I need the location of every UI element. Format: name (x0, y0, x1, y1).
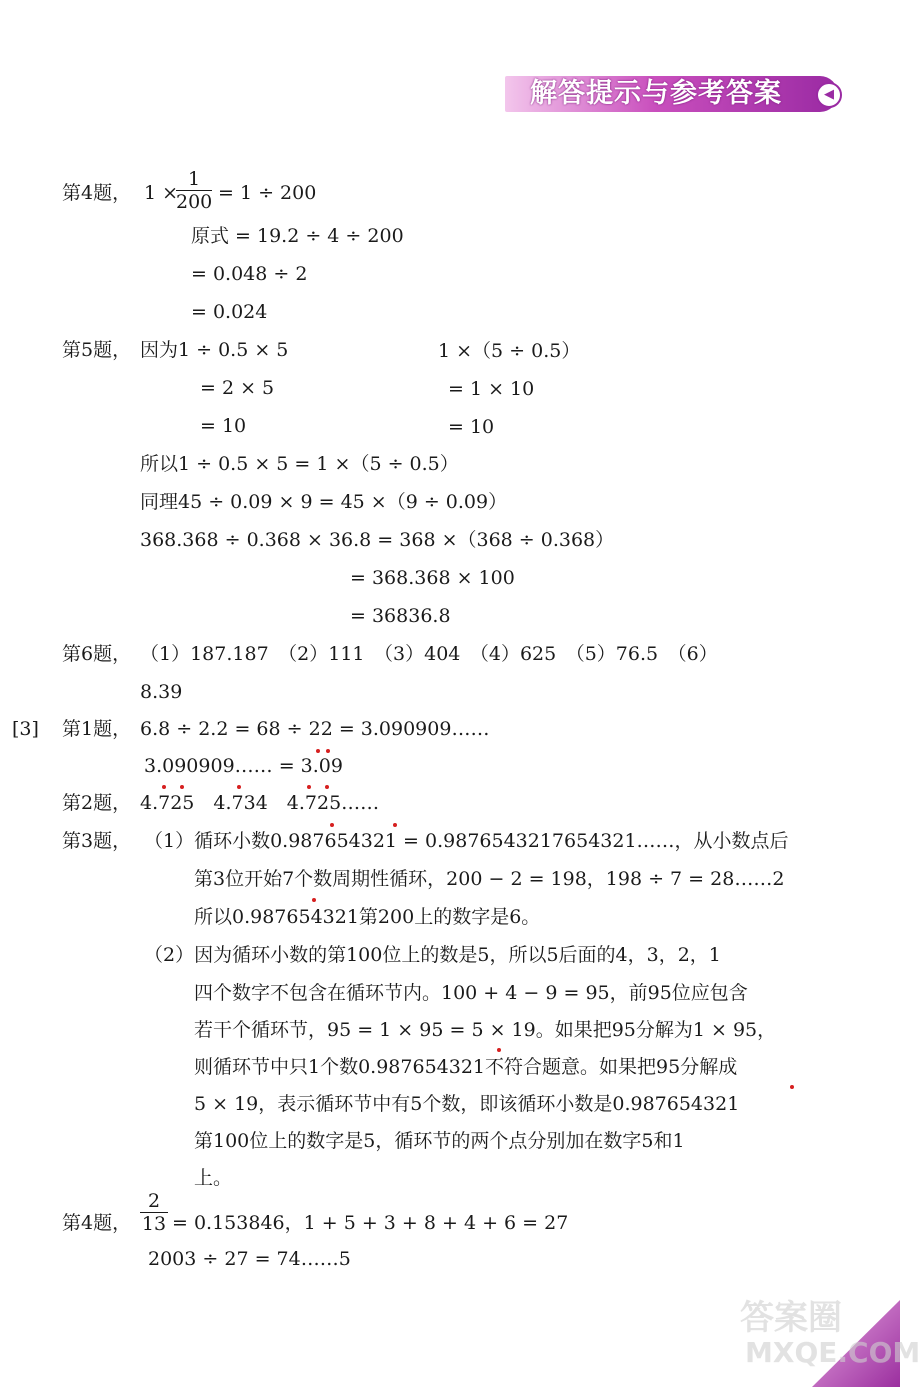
q4-lhs: 1 × (144, 182, 179, 204)
s3-q3-p2-line6: 第100位上的数字是5，循环节的两个点分别加在数字5和1 (194, 1130, 685, 1152)
s3-q4-line2: 2003 ÷ 27 = 74……5 (148, 1248, 351, 1270)
q6-answer-continued: 8.39 (140, 681, 183, 703)
repeating-dot (790, 1085, 794, 1089)
fraction-denominator: 13 (141, 1213, 167, 1235)
q4-line2: 原式 = 19.2 ÷ 4 ÷ 200 (191, 225, 404, 247)
q4-line4: = 0.024 (191, 301, 268, 323)
q5-equation-step: = 368.368 × 100 (350, 567, 515, 589)
q5-similarly: 同理45 ÷ 0.09 × 9 = 45 ×（9 ÷ 0.09） (140, 491, 508, 513)
s3-q3-p1-line1: （1）循环小数0.987654321 = 0.9876543217654321……，从小数点后 (144, 830, 789, 852)
repeating-dot (162, 785, 166, 789)
s3-q3-label: 第3题， (62, 830, 132, 852)
fraction-denominator: 200 (176, 191, 213, 213)
q4-line3: = 0.048 ÷ 2 (191, 263, 308, 285)
s3-q3-p2-line7: 上。 (194, 1167, 233, 1189)
q5-col1-line2: = 2 × 5 (200, 377, 275, 399)
s3-q3-p1-line3: 所以0.987654321第200上的数字是6。 (194, 906, 541, 928)
watermark-logo-text: 答案圈 (740, 1298, 842, 1338)
repeating-dot (325, 785, 329, 789)
repeating-dot (307, 785, 311, 789)
s3-q3-p2-line3: 若干个循环节，95 = 1 × 95 = 5 × 19。如果把95分解为1 × 95， (194, 1019, 777, 1041)
q5-equation: 368.368 ÷ 0.368 × 36.8 = 368 ×（368 ÷ 0.368） (140, 529, 615, 551)
s3-q4-label: 第4题， (62, 1212, 132, 1234)
s3-q1-label: 第1题， (62, 718, 132, 740)
repeating-dot (330, 823, 334, 827)
q6-answers: （1）187.187 （2）111 （3）404 （4）625 （5）76.5 （6） (140, 643, 718, 665)
s3-q3-p2-line1: （2）因为循环小数的第100位上的数是5，所以5后面的4，3，2，1 (144, 944, 721, 966)
fraction-numerator: 2 (147, 1190, 161, 1212)
repeating-dot (180, 785, 184, 789)
q5-col1-line3: = 10 (200, 415, 247, 437)
repeating-dot (237, 785, 241, 789)
repeating-dot (326, 749, 330, 753)
q5-col2-line1: 1 ×（5 ÷ 0.5） (438, 340, 581, 362)
s3-q1-line1: 6.8 ÷ 2.2 = 68 ÷ 22 = 3.090909…… (140, 718, 490, 740)
q6-label: 第6题， (62, 643, 132, 665)
q5-col1-line1: 因为1 ÷ 0.5 × 5 (140, 339, 289, 361)
s3-q3-p2-line2: 四个数字不包含在循环节内。100 + 4 − 9 = 95，前95位应包含 (194, 982, 748, 1004)
q5-label: 第5题， (62, 339, 132, 361)
q4-rhs: = 1 ÷ 200 (218, 182, 317, 204)
watermark-url: MXQE.COM (745, 1336, 920, 1369)
repeating-dot (497, 1048, 501, 1052)
s3-q3-p2-line4: 则循环节中只1个数0.987654321不符合题意。如果把95分解成 (194, 1056, 738, 1078)
s3-q4-line1: = 0.153846，1 + 5 + 3 + 8 + 4 + 6 = 27 (172, 1212, 569, 1234)
q5-conclusion: 所以1 ÷ 0.5 × 5 = 1 ×（5 ÷ 0.5） (140, 453, 459, 475)
section-title: 解答提示与参考答案 (530, 78, 782, 109)
q5-col2-line3: = 10 (448, 416, 495, 438)
left-arrow-icon: ◀ (816, 82, 842, 108)
fraction-numerator: 1 (187, 168, 201, 190)
repeating-dot (316, 749, 320, 753)
s3-q4-fraction (140, 1190, 168, 1235)
s3-q2-label: 第2题， (62, 792, 132, 814)
watermark (740, 1290, 920, 1380)
repeating-dot (393, 823, 397, 827)
s3-q3-p1-line2: 第3位开始7个数周期性循环，200 − 2 = 198，198 ÷ 7 = 28……2 (194, 868, 785, 890)
repeating-dot (312, 898, 316, 902)
q5-col2-line2: = 1 × 10 (448, 378, 535, 400)
section-marker: [3] (12, 718, 39, 740)
q5-equation-result: = 36836.8 (350, 605, 451, 627)
s3-q3-p2-line5: 5 × 19，表示循环节中有5个数，即该循环小数是0.987654321 (194, 1093, 740, 1115)
s3-q1-line2: 3.090909…… = 3.09 (144, 755, 343, 777)
q4-label: 第4题， (62, 182, 132, 204)
q4-fraction (176, 168, 212, 213)
s3-q2-line1: 4.725 4.734 4.725…… (140, 792, 380, 814)
